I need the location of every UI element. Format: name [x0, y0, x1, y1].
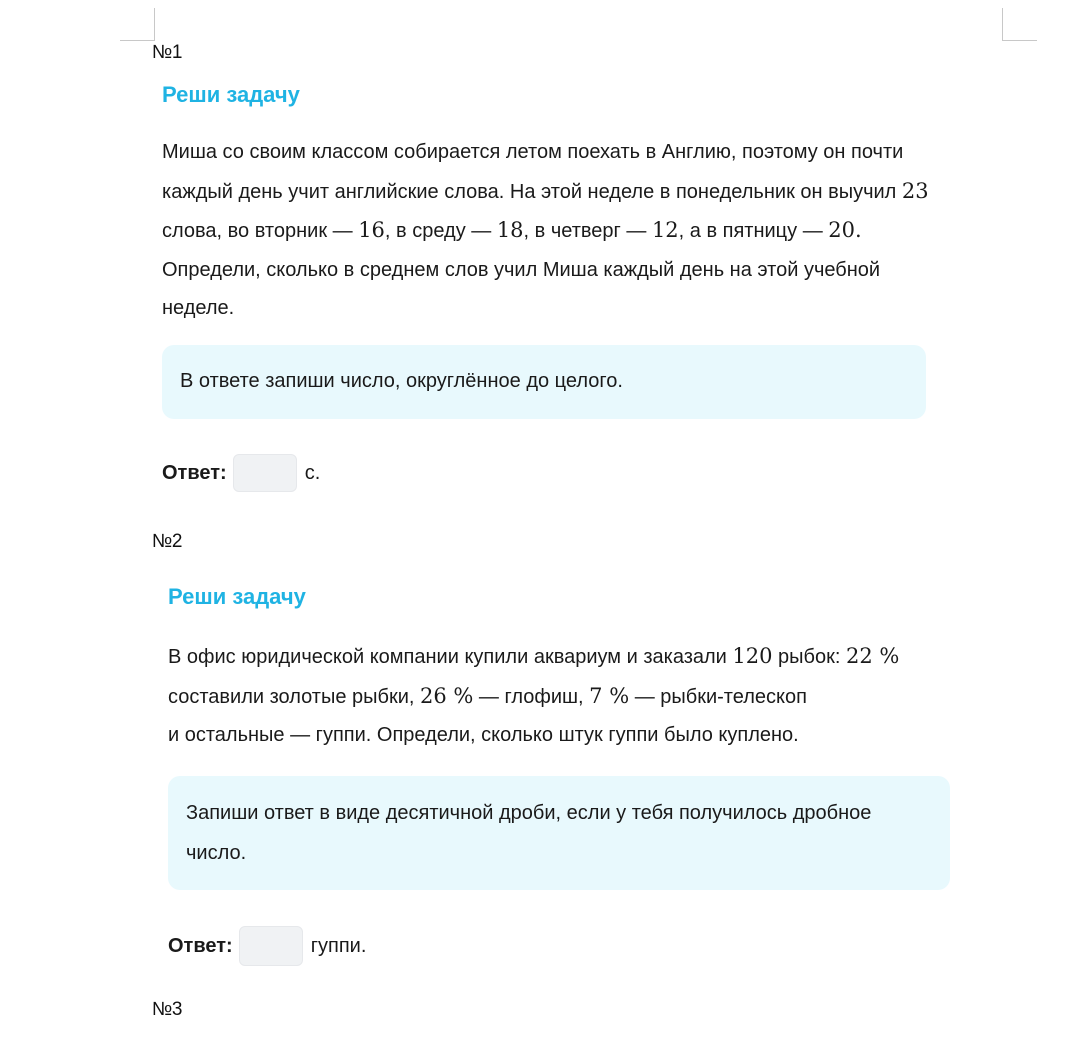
task-heading: Реши задачу: [162, 82, 300, 107]
page-corner-mark-right: [1002, 8, 1037, 41]
hint-box: [162, 345, 926, 419]
answer-input[interactable]: [239, 926, 303, 966]
answer-input[interactable]: [233, 454, 297, 492]
task-text: Миша со своим классом собирается летом поехать в Англию, поэтому он почти каждый день учит английские слова. На этой неделе в понедельник он выучил 23 слова, во вторник — 16, в среду — 18, в четверг — 12, а в пятницу — 20. Определи, сколько в среднем слов учил Миша каждый день на этой учебной неделе.: [162, 141, 929, 319]
task-number: №1: [152, 42, 182, 63]
answer-unit: с.: [304, 461, 321, 484]
page-corner-mark-left: [120, 8, 155, 41]
task-number: №2: [152, 531, 182, 552]
task-text: В офис юридической компании купили аквариум и заказали 120 рыбок: 22 % составили золотые рыбки, 26 % — глофиш, 7 % — рыбки-телескоп и остальные — гуппи. Определи, сколько штук гуппи было куплено.: [168, 644, 900, 746]
hint-text: Запиши ответ в виде десятичной дроби, если у тебя получилось дробное число.: [186, 802, 872, 864]
hint-box: [168, 776, 950, 890]
answer-label: Ответ:: [168, 934, 233, 957]
hint-text: В ответе запиши число, округлённое до целого.: [180, 370, 623, 392]
answer-unit: гуппи.: [310, 934, 367, 957]
answer-label: Ответ:: [162, 461, 227, 484]
answer-row: [162, 454, 320, 492]
task-number: №3: [152, 999, 182, 1020]
answer-row: [168, 926, 366, 966]
task-heading: Реши задачу: [168, 584, 306, 609]
